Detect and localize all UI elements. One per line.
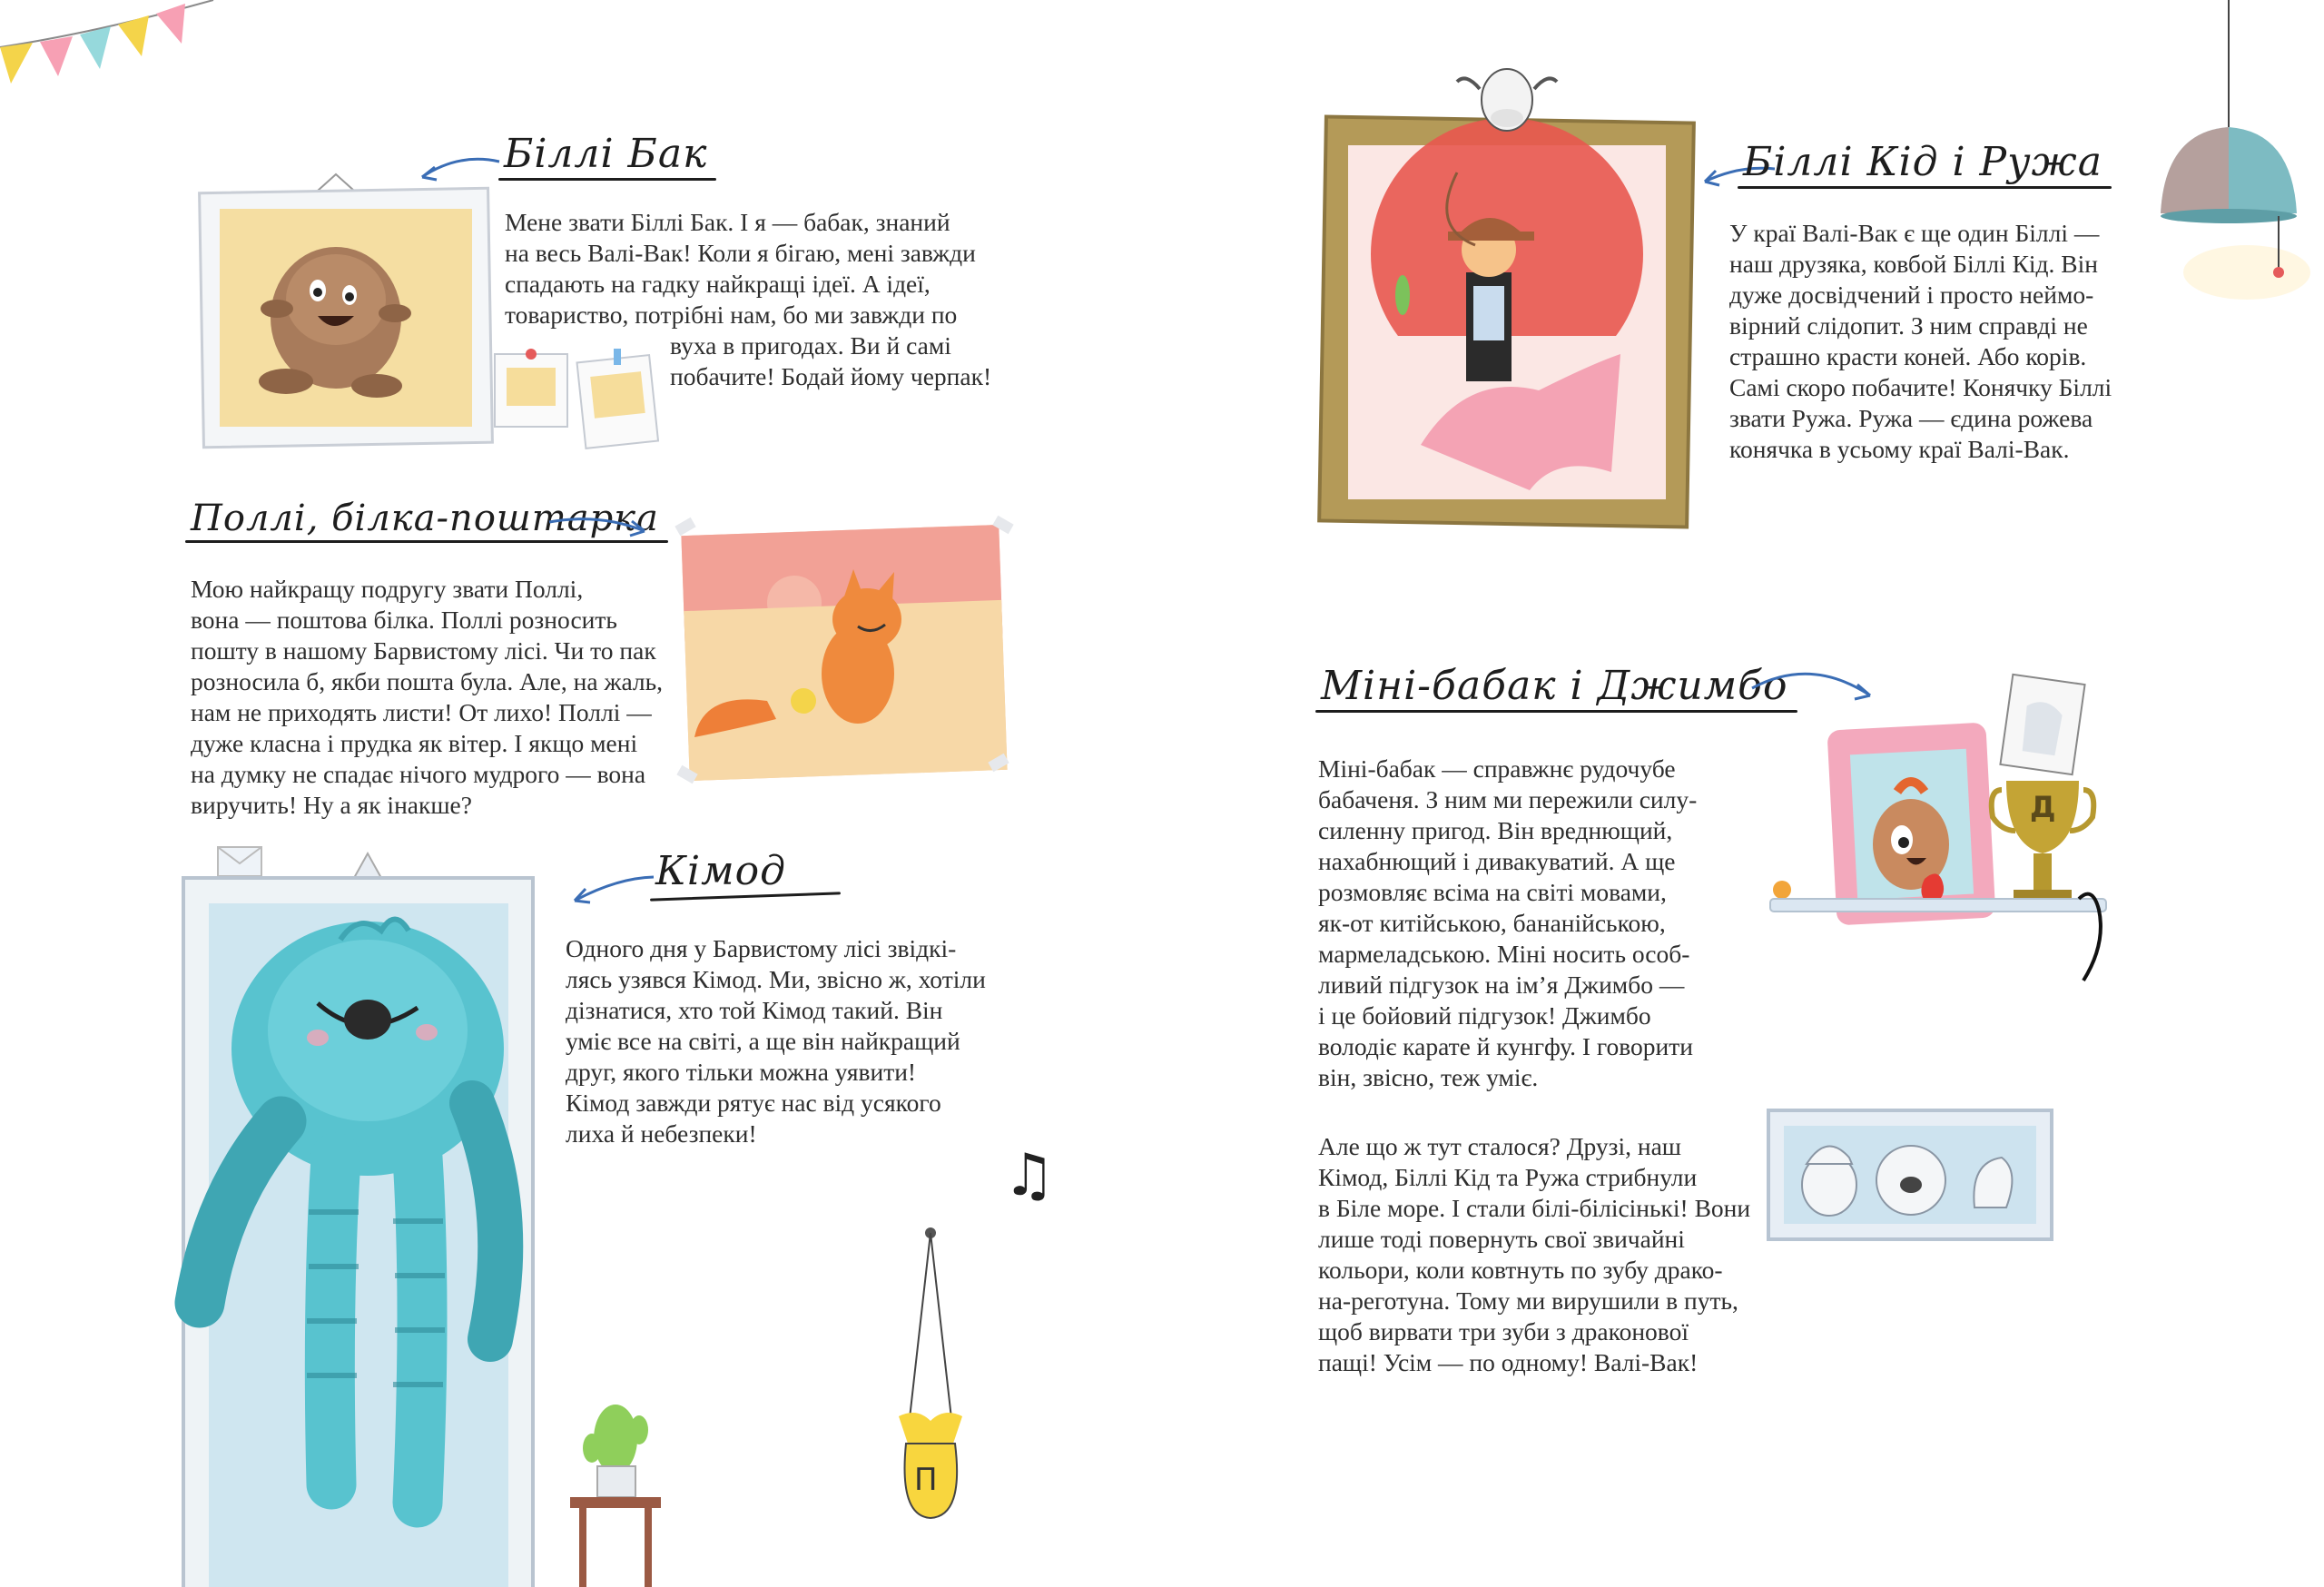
billy-buck-picture [200, 163, 499, 449]
cactus-stool-picture [563, 1403, 667, 1587]
heading-kimod: Кімод [655, 848, 786, 894]
mini-buck-shelf-picture [1770, 672, 2115, 990]
heading-billy-kid: Біллі Кід і Ружа [1743, 139, 2102, 185]
mini-buck-text: Міні-бабак — справжнє рудочубе бабаченя. З ним ми пережили силу- силенну пригод. Він вреднющий, нахабнющий і дивакуватий. А ще розмовляє всіма на світі мовами, як-от китійською, бананійською, мармеладською. Міні носить особ- ливий підгузок на ім’я Джимбо — і це бойовий підгузок! Джимбо володіє карате й кунгфу. І говорити він, звісно, теж уміє. [1318, 754, 1698, 1091]
billy-kid-text: У краї Валі-Вак є ще один Біллі — наш друзяка, ковбой Біллі Кід. Він дуже досвідчений і просто неймо- вірний слідопит. З ним справді не страшно красти коней. Або корів. Самі скоро побачите! Конячку Біллі звати Ружа. Ружа — єдина рожева конячка в усьому краї Валі-Вак. [1729, 219, 2112, 463]
heading-mini-buck: Міні-бабак і Джимбо [1321, 663, 1788, 709]
polly-text: Мою найкращу подругу звати Поллі, вона — поштова білка. Поллі розносить пошту в нашому Барвистому лісі. Чи то пак розносила б, якби пошта була. Але, на жаль, нам не приходять листи! От лихо! Поллі — дуже класна і прудка як вітер. І якщо мені на думку не спадає нічого мудрого — вона виручить! Ну а як інакше? [191, 575, 664, 819]
polly-picture [676, 519, 1012, 792]
billy-buck-text: Мене звати Біллі Бак. І я — бабак, знаний на весь Валі-Вак! Коли я бігаю, мені завжди спадають на гадку найкращі ідеї. А ідеї, товариство, потрібні нам, бо ми завжди по вуха в пригодах. Ви й самі побачите! Бодай йому черпак! [505, 208, 992, 390]
heading-polly: Поллі, білка-поштарка [191, 498, 659, 539]
outro-text: Але що ж тут сталося? Друзі, наш Кімод, Біллі Кід та Ружа стрибнули в Біле море. І стали білі-білісінькі! Вони лише тоді повернуть свої звичайні кольори, коли ковтнуть по зубу драко- на-реготуна. Тому ми вирушили в путь, щоб вирвати три зуби з драконової пащі! Усім — по одному! Валі-Вак! [1318, 1132, 1751, 1376]
heading-billy-buck: Біллі Бак [504, 131, 707, 177]
arrow-icon [545, 508, 654, 545]
billy-kid-picture [1321, 64, 1698, 536]
music-note-icon: ♫ [1003, 1142, 1056, 1209]
diaper-letter: П [914, 1462, 938, 1498]
kimod-text: Одного дня у Барвистому лісі звідкі- лясь узявся Кімод. Ми, звісно ж, хотіли дізнатися, хто той Кімод такий. Він уміє все на світі, а ще він найкращий друг, якого тільки можна уявити! Кімод завжди рятує нас від усякого лиха й небезпеки! [566, 934, 986, 1148]
bunting-decoration [0, 0, 218, 100]
white-friends-picture [1766, 1108, 2056, 1244]
kimod-mirror-picture [182, 831, 536, 1587]
trophy-letter: Д [2030, 790, 2056, 824]
hanging-lamp-picture [2142, 0, 2324, 300]
arrow-icon [567, 864, 658, 910]
